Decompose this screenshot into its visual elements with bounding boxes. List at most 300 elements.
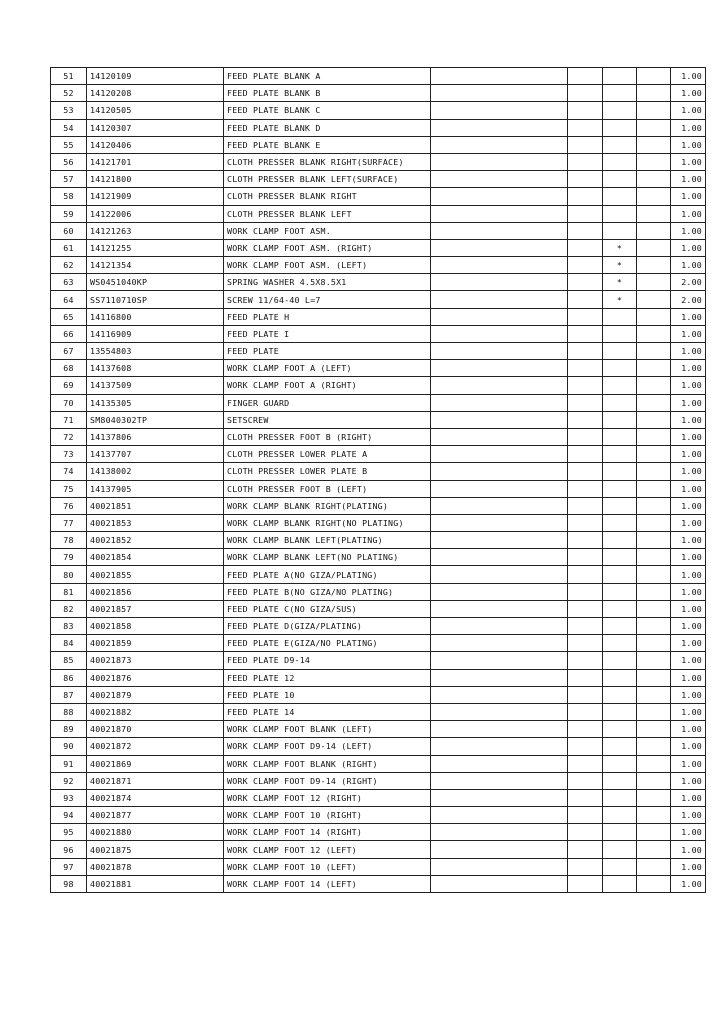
table-row [51,308,706,325]
row-number-cell: 91 [51,755,87,772]
part-description-cell: WORK CLAMP FOOT D9-14 (LEFT) [224,738,431,755]
part-description-cell: WORK CLAMP BLANK LEFT(NO PLATING) [224,549,431,566]
mark-cell [603,566,637,583]
blank-cell [568,514,603,531]
row-number-cell: 74 [51,463,87,480]
quantity-cell: 1.00 [671,239,706,256]
mark-cell [603,360,637,377]
blank-cell [568,394,603,411]
blank-cell [637,841,671,858]
table-row [51,446,706,463]
table-row [51,532,706,549]
blank-cell [431,102,568,119]
blank-cell [637,583,671,600]
blank-cell [637,721,671,738]
blank-cell [431,171,568,188]
blank-cell [431,652,568,669]
quantity-cell: 1.00 [671,549,706,566]
blank-cell [568,875,603,892]
blank-cell [431,514,568,531]
part-description-cell: WORK CLAMP BLANK LEFT(PLATING) [224,532,431,549]
quantity-cell: 1.00 [671,703,706,720]
blank-cell [568,463,603,480]
blank-cell [431,635,568,652]
blank-cell [637,497,671,514]
part-description-cell: FEED PLATE I [224,325,431,342]
mark-cell [603,463,637,480]
blank-cell [568,824,603,841]
blank-cell [431,686,568,703]
quantity-cell: 1.00 [671,463,706,480]
blank-cell [431,463,568,480]
part-description-cell: FEED PLATE C(NO GIZA/SUS) [224,600,431,617]
table-row [51,789,706,806]
table-row [51,274,706,291]
blank-cell [568,239,603,256]
quantity-cell: 1.00 [671,600,706,617]
mark-cell: * [603,239,637,256]
part-description-cell: SCREW 11/64-40 L=7 [224,291,431,308]
blank-cell [431,807,568,824]
row-number-cell: 76 [51,497,87,514]
row-number-cell: 87 [51,686,87,703]
part-number-cell: 14121263 [87,222,224,239]
blank-cell [637,343,671,360]
table-row [51,549,706,566]
part-number-cell: 14120307 [87,119,224,136]
table-row [51,618,706,635]
quantity-cell: 1.00 [671,68,706,85]
quantity-cell: 1.00 [671,446,706,463]
mark-cell [603,789,637,806]
blank-cell [637,325,671,342]
table-row [51,239,706,256]
part-number-cell: 40021881 [87,875,224,892]
quantity-cell: 1.00 [671,755,706,772]
blank-cell [637,291,671,308]
part-number-cell: 40021879 [87,686,224,703]
mark-cell [603,325,637,342]
blank-cell [568,446,603,463]
table-row [51,85,706,102]
table-row [51,686,706,703]
quantity-cell: 1.00 [671,514,706,531]
table-row [51,257,706,274]
blank-cell [431,188,568,205]
part-description-cell: FEED PLATE D(GIZA/PLATING) [224,618,431,635]
mark-cell [603,446,637,463]
blank-cell [637,807,671,824]
quantity-cell: 1.00 [671,257,706,274]
blank-cell [568,858,603,875]
mark-cell [603,428,637,445]
blank-cell [568,343,603,360]
blank-cell [568,325,603,342]
blank-cell [637,652,671,669]
part-description-cell: CLOTH PRESSER FOOT B (LEFT) [224,480,431,497]
mark-cell: * [603,274,637,291]
blank-cell [431,222,568,239]
blank-cell [568,652,603,669]
quantity-cell: 1.00 [671,411,706,428]
row-number-cell: 73 [51,446,87,463]
blank-cell [637,136,671,153]
blank-cell [637,308,671,325]
table-row [51,291,706,308]
blank-cell [637,171,671,188]
blank-cell [568,257,603,274]
quantity-cell: 1.00 [671,772,706,789]
blank-cell [431,411,568,428]
blank-cell [637,188,671,205]
table-row [51,136,706,153]
mark-cell [603,703,637,720]
blank-cell [568,360,603,377]
table-row [51,394,706,411]
part-number-cell: 14137905 [87,480,224,497]
row-number-cell: 55 [51,136,87,153]
blank-cell [431,428,568,445]
part-description-cell: FEED PLATE 12 [224,669,431,686]
part-number-cell: 40021857 [87,600,224,617]
part-number-cell: 40021869 [87,755,224,772]
blank-cell [431,291,568,308]
part-number-cell: SM8040302TP [87,411,224,428]
table-row [51,343,706,360]
table-row [51,360,706,377]
blank-cell [431,153,568,170]
part-description-cell: FEED PLATE [224,343,431,360]
part-number-cell: 14122006 [87,205,224,222]
mark-cell [603,652,637,669]
parts-table-body [51,68,706,893]
mark-cell [603,669,637,686]
part-number-cell: 40021854 [87,549,224,566]
blank-cell [568,136,603,153]
blank-cell [637,274,671,291]
part-description-cell: WORK CLAMP FOOT ASM. [224,222,431,239]
table-row [51,652,706,669]
table-row [51,119,706,136]
blank-cell [568,686,603,703]
row-number-cell: 66 [51,325,87,342]
part-number-cell: 40021875 [87,841,224,858]
mark-cell [603,480,637,497]
blank-cell [431,669,568,686]
quantity-cell: 1.00 [671,153,706,170]
blank-cell [637,222,671,239]
table-row [51,153,706,170]
blank-cell [637,480,671,497]
blank-cell [431,360,568,377]
part-number-cell: 14120109 [87,68,224,85]
quantity-cell: 1.00 [671,807,706,824]
quantity-cell: 1.00 [671,188,706,205]
quantity-cell: 1.00 [671,222,706,239]
blank-cell [431,532,568,549]
quantity-cell: 1.00 [671,480,706,497]
blank-cell [431,205,568,222]
mark-cell [603,85,637,102]
row-number-cell: 98 [51,875,87,892]
row-number-cell: 92 [51,772,87,789]
blank-cell [637,772,671,789]
mark-cell [603,308,637,325]
row-number-cell: 96 [51,841,87,858]
blank-cell [431,566,568,583]
table-row [51,377,706,394]
part-description-cell: WORK CLAMP BLANK RIGHT(PLATING) [224,497,431,514]
blank-cell [431,824,568,841]
row-number-cell: 84 [51,635,87,652]
table-row [51,721,706,738]
table-row [51,205,706,222]
blank-cell [568,428,603,445]
mark-cell [603,772,637,789]
part-description-cell: CLOTH PRESSER BLANK LEFT [224,205,431,222]
mark-cell [603,68,637,85]
part-description-cell: WORK CLAMP BLANK RIGHT(NO PLATING) [224,514,431,531]
blank-cell [637,411,671,428]
part-number-cell: 14120505 [87,102,224,119]
part-description-cell: WORK CLAMP FOOT BLANK (LEFT) [224,721,431,738]
part-number-cell: 14137707 [87,446,224,463]
blank-cell [568,171,603,188]
quantity-cell: 1.00 [671,377,706,394]
quantity-cell: 1.00 [671,343,706,360]
row-number-cell: 59 [51,205,87,222]
part-description-cell: FEED PLATE E(GIZA/NO PLATING) [224,635,431,652]
blank-cell [637,514,671,531]
part-number-cell: 14121701 [87,153,224,170]
part-number-cell: 40021855 [87,566,224,583]
quantity-cell: 1.00 [671,308,706,325]
quantity-cell: 1.00 [671,738,706,755]
blank-cell [637,532,671,549]
blank-cell [637,428,671,445]
mark-cell [603,205,637,222]
blank-cell [637,119,671,136]
parts-list-table [50,67,706,893]
part-description-cell: WORK CLAMP FOOT 10 (LEFT) [224,858,431,875]
mark-cell [603,755,637,772]
blank-cell [431,721,568,738]
row-number-cell: 56 [51,153,87,170]
row-number-cell: 70 [51,394,87,411]
part-number-cell: 14121800 [87,171,224,188]
row-number-cell: 61 [51,239,87,256]
part-description-cell: WORK CLAMP FOOT A (LEFT) [224,360,431,377]
part-number-cell: 40021878 [87,858,224,875]
table-row [51,669,706,686]
blank-cell [431,119,568,136]
row-number-cell: 90 [51,738,87,755]
table-row [51,428,706,445]
blank-cell [637,463,671,480]
row-number-cell: 95 [51,824,87,841]
quantity-cell: 1.00 [671,136,706,153]
blank-cell [568,755,603,772]
table-row [51,841,706,858]
blank-cell [568,600,603,617]
blank-cell [568,583,603,600]
row-number-cell: 81 [51,583,87,600]
part-description-cell: FEED PLATE D9-14 [224,652,431,669]
blank-cell [431,841,568,858]
row-number-cell: 65 [51,308,87,325]
mark-cell [603,618,637,635]
quantity-cell: 1.00 [671,205,706,222]
mark-cell [603,824,637,841]
row-number-cell: 79 [51,549,87,566]
blank-cell [637,549,671,566]
part-number-cell: 14121909 [87,188,224,205]
row-number-cell: 72 [51,428,87,445]
blank-cell [637,618,671,635]
mark-cell [603,841,637,858]
part-number-cell: 14116800 [87,308,224,325]
mark-cell [603,411,637,428]
part-number-cell: 40021880 [87,824,224,841]
quantity-cell: 1.00 [671,858,706,875]
blank-cell [568,721,603,738]
mark-cell [603,583,637,600]
part-description-cell: WORK CLAMP FOOT ASM. (RIGHT) [224,239,431,256]
quantity-cell: 1.00 [671,789,706,806]
blank-cell [568,532,603,549]
row-number-cell: 60 [51,222,87,239]
blank-cell [431,583,568,600]
table-row [51,68,706,85]
row-number-cell: 75 [51,480,87,497]
part-number-cell: 14116909 [87,325,224,342]
table-row [51,222,706,239]
quantity-cell: 1.00 [671,583,706,600]
blank-cell [637,738,671,755]
blank-cell [637,85,671,102]
mark-cell [603,394,637,411]
mark-cell [603,497,637,514]
part-description-cell: FEED PLATE B(NO GIZA/NO PLATING) [224,583,431,600]
quantity-cell: 1.00 [671,566,706,583]
row-number-cell: 71 [51,411,87,428]
quantity-cell: 1.00 [671,102,706,119]
part-description-cell: CLOTH PRESSER FOOT B (RIGHT) [224,428,431,445]
part-description-cell: WORK CLAMP FOOT 12 (LEFT) [224,841,431,858]
blank-cell [568,68,603,85]
part-number-cell: 14121354 [87,257,224,274]
blank-cell [431,446,568,463]
blank-cell [568,497,603,514]
blank-cell [568,153,603,170]
part-description-cell: SPRING WASHER 4.5X8.5X1 [224,274,431,291]
blank-cell [637,257,671,274]
blank-cell [431,377,568,394]
blank-cell [568,703,603,720]
blank-cell [568,205,603,222]
blank-cell [568,635,603,652]
blank-cell [637,686,671,703]
part-description-cell: WORK CLAMP FOOT 14 (RIGHT) [224,824,431,841]
mark-cell [603,153,637,170]
part-number-cell: 40021859 [87,635,224,652]
part-number-cell: SS7110710SP [87,291,224,308]
mark-cell [603,532,637,549]
part-description-cell: FEED PLATE BLANK C [224,102,431,119]
mark-cell [603,600,637,617]
blank-cell [637,377,671,394]
blank-cell [431,875,568,892]
blank-cell [431,85,568,102]
row-number-cell: 68 [51,360,87,377]
blank-cell [568,411,603,428]
blank-cell [431,68,568,85]
part-description-cell: CLOTH PRESSER BLANK RIGHT(SURFACE) [224,153,431,170]
part-description-cell: WORK CLAMP FOOT D9-14 (RIGHT) [224,772,431,789]
row-number-cell: 67 [51,343,87,360]
mark-cell [603,102,637,119]
part-description-cell: CLOTH PRESSER BLANK LEFT(SURFACE) [224,171,431,188]
row-number-cell: 63 [51,274,87,291]
mark-cell [603,171,637,188]
row-number-cell: 80 [51,566,87,583]
row-number-cell: 62 [51,257,87,274]
part-number-cell: 40021882 [87,703,224,720]
blank-cell [431,325,568,342]
blank-cell [568,377,603,394]
mark-cell [603,635,637,652]
table-row [51,566,706,583]
blank-cell [637,360,671,377]
blank-cell [568,85,603,102]
quantity-cell: 1.00 [671,171,706,188]
blank-cell [431,136,568,153]
blank-cell [568,841,603,858]
quantity-cell: 1.00 [671,652,706,669]
blank-cell [637,755,671,772]
blank-cell [431,789,568,806]
mark-cell [603,188,637,205]
part-number-cell: 40021870 [87,721,224,738]
part-number-cell: 14120406 [87,136,224,153]
blank-cell [568,102,603,119]
part-description-cell: FEED PLATE BLANK D [224,119,431,136]
quantity-cell: 1.00 [671,85,706,102]
mark-cell [603,514,637,531]
part-number-cell: 40021852 [87,532,224,549]
table-row [51,824,706,841]
blank-cell [568,669,603,686]
part-number-cell: 40021856 [87,583,224,600]
table-row [51,703,706,720]
blank-cell [431,772,568,789]
table-row [51,411,706,428]
blank-cell [637,394,671,411]
blank-cell [431,394,568,411]
mark-cell [603,738,637,755]
blank-cell [637,635,671,652]
row-number-cell: 69 [51,377,87,394]
blank-cell [637,703,671,720]
row-number-cell: 78 [51,532,87,549]
table-row [51,325,706,342]
quantity-cell: 1.00 [671,824,706,841]
mark-cell [603,549,637,566]
blank-cell [431,600,568,617]
table-row [51,463,706,480]
part-description-cell: WORK CLAMP FOOT 10 (RIGHT) [224,807,431,824]
part-number-cell: 14138002 [87,463,224,480]
